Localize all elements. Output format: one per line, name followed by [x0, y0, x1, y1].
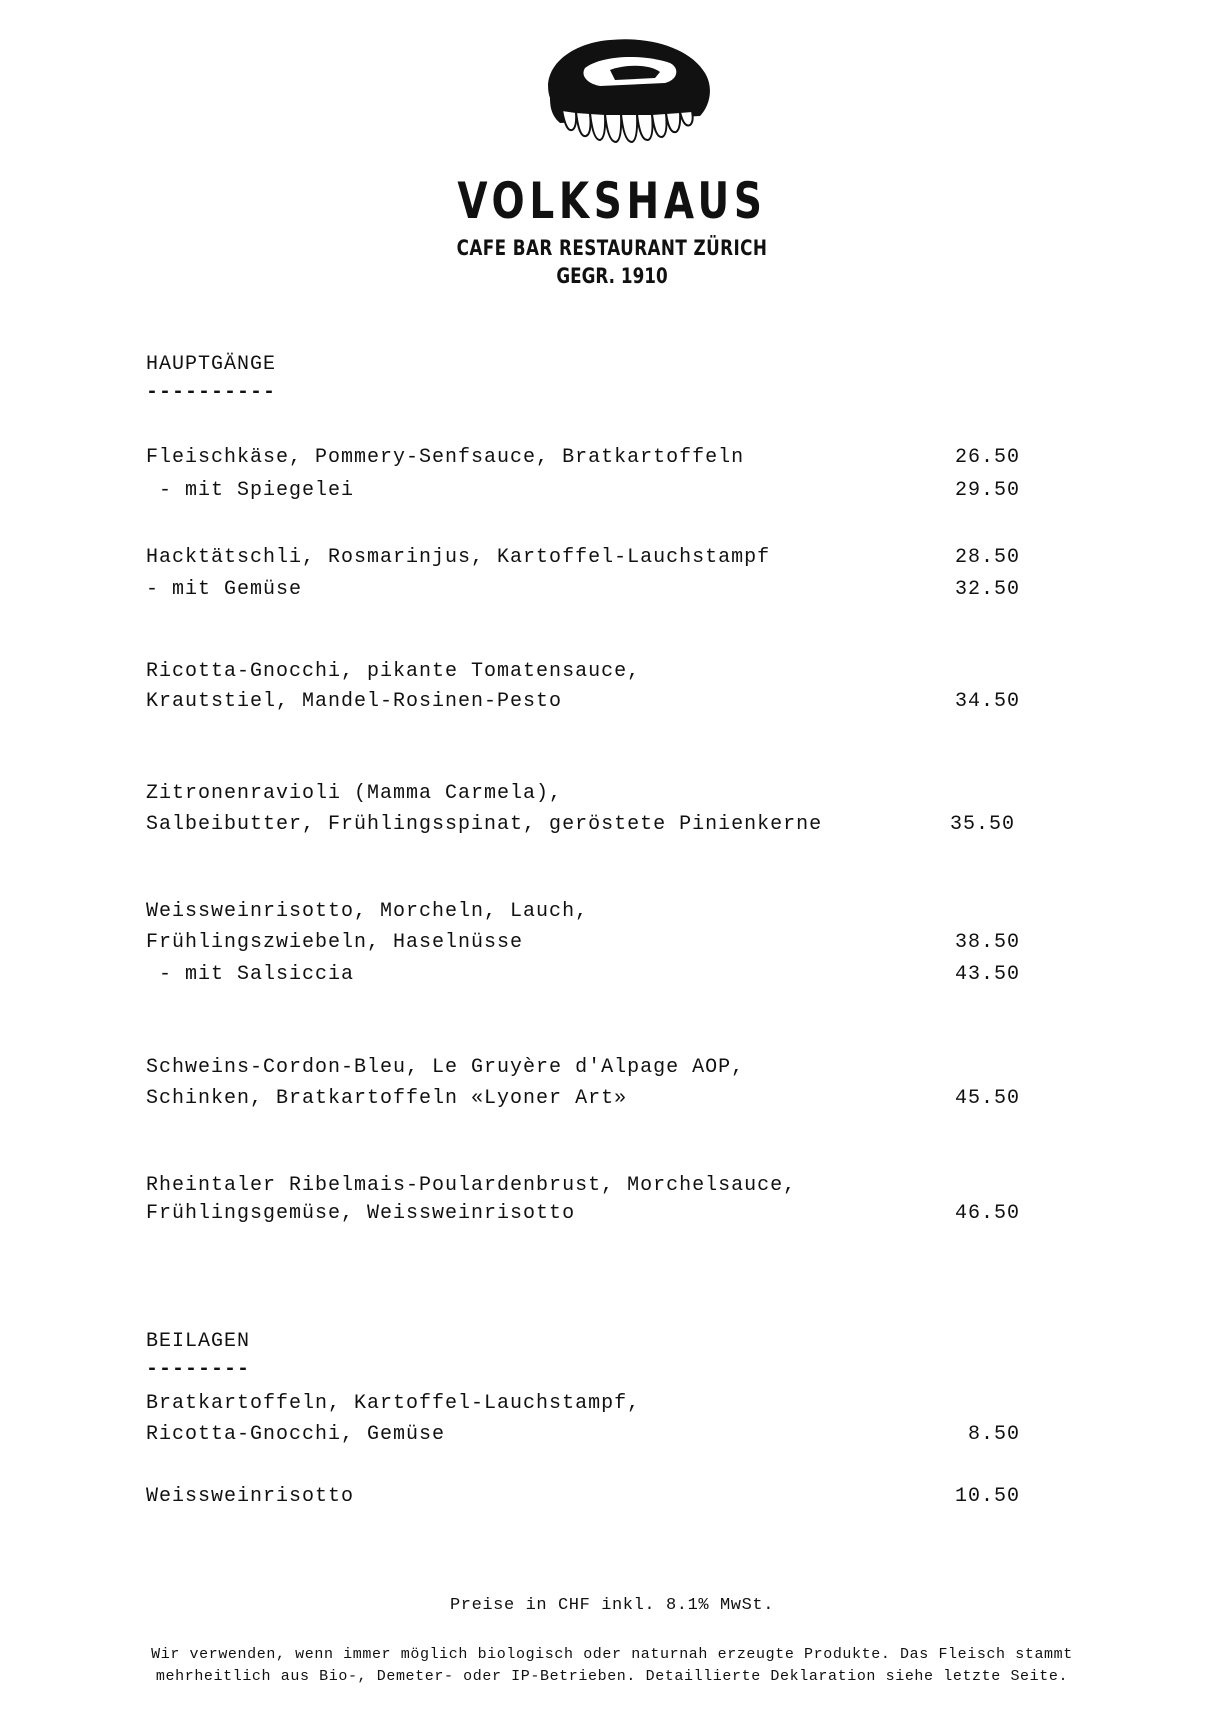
menu-item-line: - mit Salsiccia: [146, 963, 355, 986]
section-heading-sides: BEILAGEN: [146, 1330, 251, 1353]
menu-item-price: 8.50: [967, 1423, 1020, 1446]
menu-item-line: Weissweinrisotto, Morcheln, Lauch,: [146, 900, 589, 923]
menu-item-line: Zitronenravioli (Mamma Carmela),: [146, 782, 563, 805]
section-underline-mains: ----------: [146, 381, 277, 404]
menu-item-line: Hacktätschli, Rosmarinjus, Kartoffel-Lauchstampf: [146, 546, 771, 569]
menu-item-line: Weissweinrisotto: [146, 1485, 355, 1508]
menu-item-price: 10.50: [954, 1485, 1020, 1508]
menu-item-line: Rheintaler Ribelmais-Poulardenbrust, Morchelsauce,: [146, 1174, 797, 1197]
restaurant-tagline: CAFE BAR RESTAURANT ZÜRICH: [456, 236, 768, 260]
founding-year: GEGR. 1910: [556, 264, 668, 288]
menu-item-price: 26.50: [954, 446, 1020, 469]
menu-item-line: Ricotta-Gnocchi, pikante Tomatensauce,: [146, 660, 641, 683]
menu-item-price: 34.50: [954, 690, 1020, 713]
menu-item-line: Krautstiel, Mandel-Rosinen-Pesto: [146, 690, 563, 713]
menu-item-price: 46.50: [954, 1202, 1020, 1225]
menu-item-line: Salbeibutter, Frühlingsspinat, geröstete Pinienkerne: [146, 813, 823, 836]
menu-item-line: Frühlingsgemüse, Weissweinrisotto: [146, 1202, 576, 1225]
sourcing-note-line2: mehrheitlich aus Bio-, Demeter- oder IP-Betrieben. Detaillierte Deklaration siehe letzte Seite.: [155, 1668, 1069, 1685]
menu-item-price: 45.50: [954, 1087, 1020, 1110]
restaurant-name: VOLKSHAUS: [457, 172, 767, 230]
dentures-icon: [530, 28, 720, 153]
menu-item-line: Fleischkäse, Pommery-Senfsauce, Bratkartoffeln: [146, 446, 745, 469]
menu-item-price: 43.50: [954, 963, 1020, 986]
menu-item-price: 29.50: [954, 479, 1020, 502]
menu-item-line: Ricotta-Gnocchi, Gemüse: [146, 1423, 446, 1446]
menu-item-line: Schinken, Bratkartoffeln «Lyoner Art»: [146, 1087, 628, 1110]
menu-item-line: - mit Spiegelei: [146, 479, 355, 502]
menu-item-line: - mit Gemüse: [146, 578, 303, 601]
menu-item-line: Bratkartoffeln, Kartoffel-Lauchstampf,: [146, 1392, 641, 1415]
section-heading-mains: HAUPTGÄNGE: [146, 353, 277, 376]
sourcing-note-line1: Wir verwenden, wenn immer möglich biologisch oder naturnah erzeugte Produkte. Das Fleisch stammt: [151, 1646, 1073, 1663]
menu-item-line: Frühlingszwiebeln, Haselnüsse: [146, 931, 524, 954]
menu-item-price: 32.50: [954, 578, 1020, 601]
prices-note: Preise in CHF inkl. 8.1% MwSt.: [449, 1596, 775, 1615]
menu-item-price: 35.50: [949, 813, 1015, 836]
section-underline-sides: --------: [146, 1358, 251, 1381]
menu-item-line: Schweins-Cordon-Bleu, Le Gruyère d'Alpage AOP,: [146, 1056, 745, 1079]
menu-item-price: 38.50: [954, 931, 1020, 954]
menu-item-price: 28.50: [954, 546, 1020, 569]
